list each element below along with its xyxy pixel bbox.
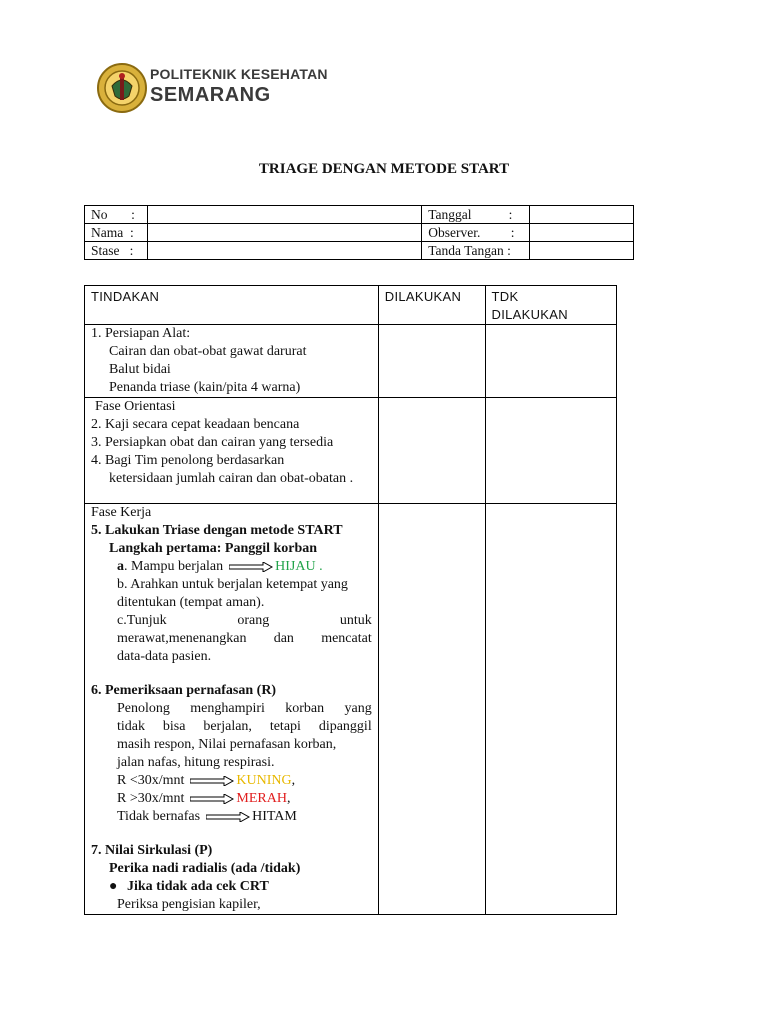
s2-tdk-cell[interactable]: [485, 398, 616, 504]
s7-bullet-text: Jika tidak ada cek CRT: [127, 879, 269, 894]
identity-row: [85, 224, 634, 242]
s6-line1-w3: korban: [285, 701, 325, 716]
identity-row: [85, 206, 634, 224]
tanda-tangan-label: Tanda Tangan :: [422, 242, 530, 260]
col-dilakukan: DILAKUKAN: [378, 286, 485, 325]
s6-line1-w4: yang: [344, 701, 372, 716]
table-row-orientasi: [85, 398, 617, 504]
table-header-row: [85, 286, 617, 325]
identity-row: [85, 242, 634, 260]
s3-line8-w2: dan: [273, 631, 294, 646]
s6-title: 6. Pemeriksaan pernafasan (R): [91, 683, 277, 698]
s1-line1: 1. Persiapan Alat:: [91, 326, 191, 341]
s3-line6: ditentukan (tempat aman).: [117, 595, 265, 610]
s6-line2-w2: bisa: [162, 719, 186, 734]
table-row-kerja: [85, 504, 617, 915]
s2-line1: Fase Orientasi: [95, 399, 176, 414]
s3-line3: Langkah pertama: Panggil korban: [109, 541, 318, 556]
institution-logo: [96, 58, 328, 116]
s6-line1: [91, 700, 372, 718]
s6-line2-w3: berjalan,: [203, 719, 252, 734]
s3-line1: Fase Kerja: [91, 505, 152, 520]
tanggal-label: Tanggal :: [422, 206, 530, 224]
s6-line2-w4: tetapi: [269, 719, 301, 734]
s1-line4: Penanda triase (kain/pita 4 warna): [109, 380, 301, 395]
s3-line7: [91, 612, 372, 630]
r2-merah: MERAH: [236, 791, 287, 806]
s3-tdk-cell[interactable]: [485, 504, 616, 915]
s3-line7-w1: c.Tunjuk: [117, 613, 167, 628]
s6-line3: masih respon, Nilai pernafasan korban,: [117, 737, 337, 752]
s3-hijau: HIJAU: [275, 559, 316, 574]
emblem-icon: [96, 60, 148, 116]
s3-line9: data-data pasien.: [117, 649, 212, 664]
r1-text: R <30x/mnt: [117, 773, 185, 788]
s2-line2: 2. Kaji secara cepat keadaan bencana: [91, 417, 300, 432]
s7-title: 7. Nilai Sirkulasi (P): [91, 843, 213, 858]
nama-label: Nama :: [85, 224, 148, 242]
s7-line1: Perika nadi radialis (ada /tidak): [109, 861, 301, 876]
table-row-persiapan: [85, 325, 617, 398]
observer-label: Observer. :: [422, 224, 530, 242]
no-label: No :: [85, 206, 148, 224]
col-tdk-line1: TDK: [491, 289, 519, 304]
arrow-right-icon: [206, 812, 250, 822]
stase-field[interactable]: [147, 242, 421, 260]
col-tdk-line2: DILAKUKAN: [491, 307, 568, 322]
s3-line4: [91, 558, 372, 576]
observer-field[interactable]: [530, 224, 634, 242]
s7-line2: Periksa pengisian kapiler,: [117, 897, 261, 912]
r2-post: ,: [286, 791, 291, 806]
spacer: [91, 826, 372, 842]
s3-line7-w3: untuk: [339, 613, 372, 628]
s1-line2: Cairan dan obat-obat gawat darurat: [109, 344, 307, 359]
s3-line4-a: a: [117, 559, 124, 574]
s3-line5: b. Arahkan untuk berjalan ketempat yang: [117, 577, 348, 592]
s3-line8-w1: merawat,menenangkan: [117, 631, 247, 646]
s3-dilakukan-cell[interactable]: [378, 504, 485, 915]
arrow-right-icon: [190, 794, 234, 804]
s2-line4: 4. Bagi Tim penolong berdasarkan: [91, 453, 285, 468]
s3-line8: [91, 630, 372, 648]
s2-dilakukan-cell[interactable]: [378, 398, 485, 504]
tanda-tangan-field[interactable]: [530, 242, 634, 260]
spacer: [91, 666, 372, 682]
r2-text: R >30x/mnt: [117, 791, 185, 806]
procedure-table: [84, 285, 617, 915]
institution-name-line1: POLITEKNIK KESEHATAN: [150, 66, 328, 82]
arrow-right-icon: [190, 776, 234, 786]
s6-line1-w1: Penolong: [117, 701, 170, 716]
r2-line: [91, 790, 372, 808]
s2-line3: 3. Persiapkan obat dan cairan yang tersedia: [91, 435, 334, 450]
s1-line3: Balut bidai: [109, 362, 171, 377]
s7-bullet-line: [91, 878, 372, 896]
institution-name-line2: SEMARANG: [150, 84, 271, 106]
s6-line4: jalan nafas, hitung respirasi.: [117, 755, 275, 770]
r1-line: [91, 772, 372, 790]
r1-post: ,: [291, 773, 296, 788]
r3-text: Tidak bernafas: [117, 809, 201, 824]
s1-tdk-cell[interactable]: [485, 325, 616, 398]
s3-line4-text: . Mampu berjalan: [124, 559, 224, 574]
col-tdk-dilakukan: [485, 286, 616, 325]
s6-line2-w1: tidak: [117, 719, 145, 734]
tanggal-field[interactable]: [530, 206, 634, 224]
s3-hijau-post: .: [315, 559, 323, 574]
arrow-right-icon: [229, 562, 273, 572]
stase-label: Stase :: [85, 242, 148, 260]
r3-hitam: HITAM: [252, 809, 297, 824]
col-tindakan: TINDAKAN: [85, 286, 379, 325]
s6-line1-w2: menghampiri: [190, 701, 265, 716]
no-field[interactable]: [147, 206, 421, 224]
r3-line: [91, 808, 372, 826]
bullet-icon: ●: [109, 879, 118, 894]
nama-field[interactable]: [147, 224, 421, 242]
s6-line2: [91, 718, 372, 736]
s2-line5: ketersidaan jumlah cairan dan obat-obatan .: [109, 471, 354, 486]
s3-line7-w2: orang: [237, 613, 270, 628]
s6-line2-w5: dipanggil: [318, 719, 372, 734]
s3-line8-w3: mencatat: [321, 631, 372, 646]
page-title: TRIAGE DENGAN METODE START: [258, 161, 510, 177]
s1-dilakukan-cell[interactable]: [378, 325, 485, 398]
s3-line2: 5. Lakukan Triase dengan metode START: [91, 523, 343, 538]
r1-kuning: KUNING: [236, 773, 292, 788]
identity-table: [84, 205, 634, 260]
